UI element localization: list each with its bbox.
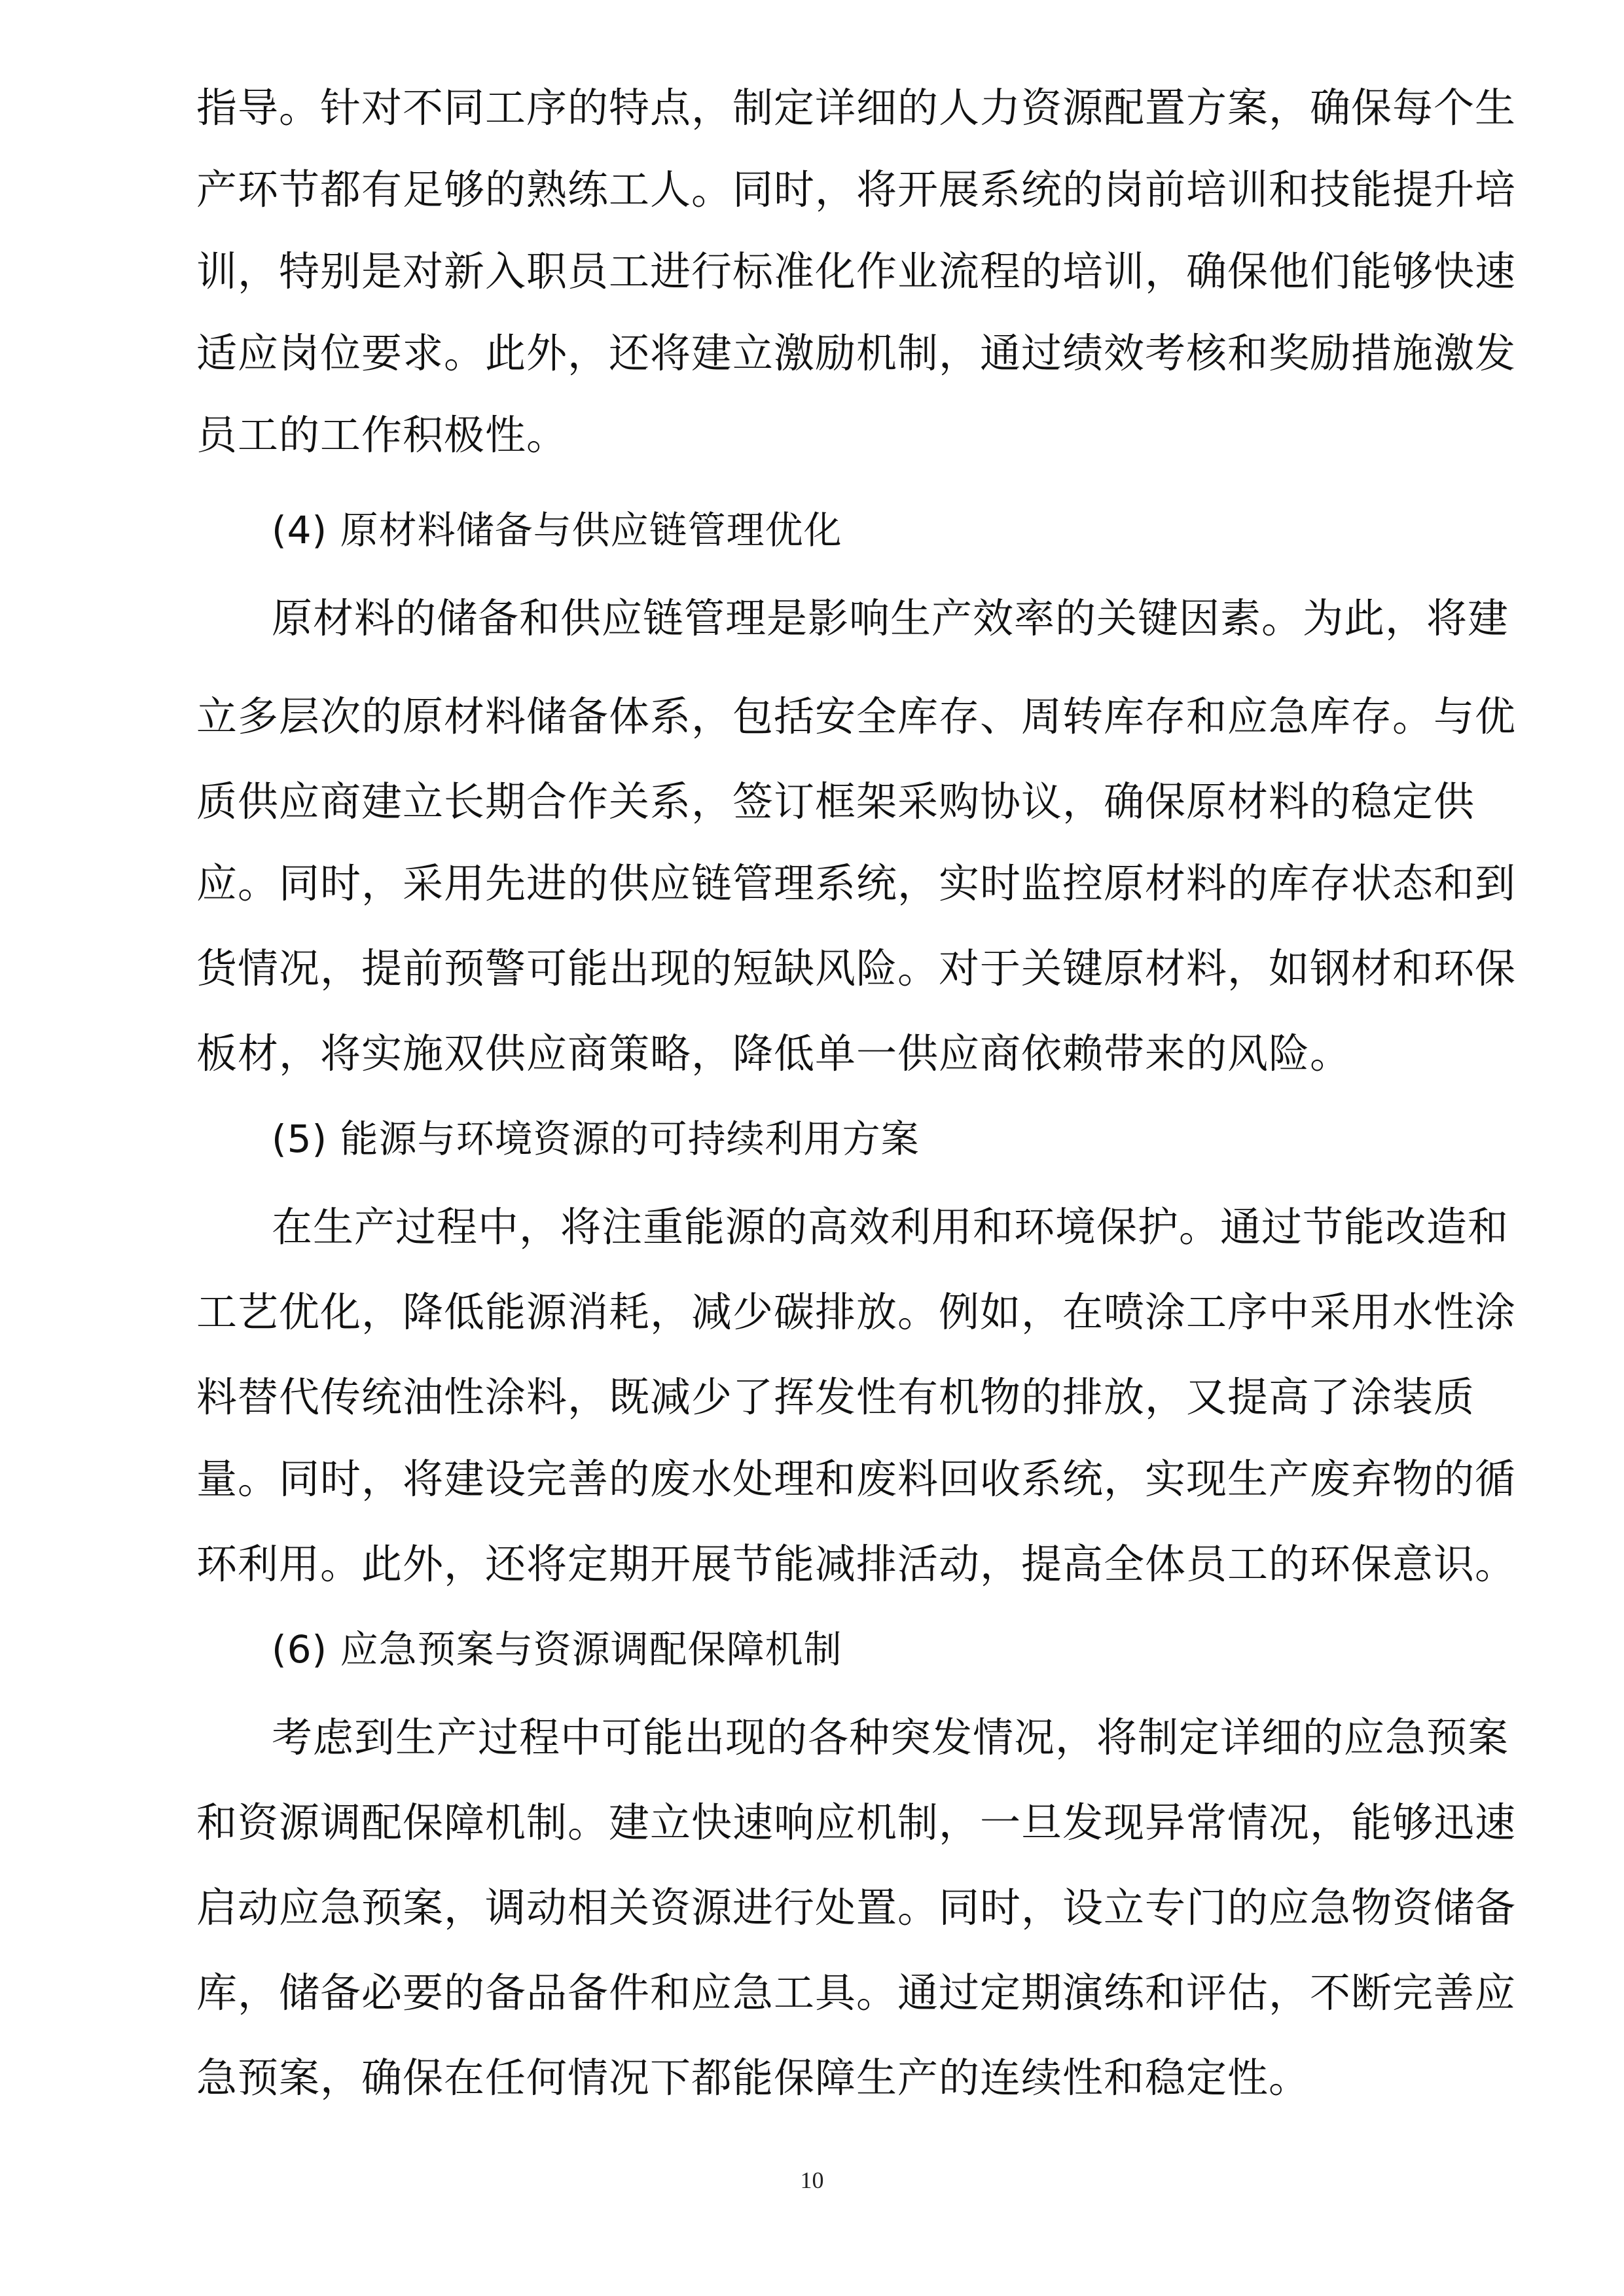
- paragraph-line: 和资源调配保障机制。建立快速响应机制，一旦发现异常情况，能够迅速: [196, 1799, 1517, 1846]
- paragraph-line: 库，储备必要的备品备件和应急工具。通过定期演练和评估，不断完善应: [196, 1969, 1517, 2017]
- paragraph-line: 急预案，确保在任何情况下都能保障生产的连续性和稳定性。: [196, 2054, 1310, 2102]
- paragraph-line: 原材料的储备和供应链管理是影响生产效率的关键因素。为此，将建: [272, 594, 1509, 642]
- paragraph-line: 启动应急预案，调动相关资源进行处置。同时，设立专门的应急物资储备: [196, 1884, 1517, 1931]
- section-heading: (5) 能源与环境资源的可持续利用方案: [272, 1117, 920, 1161]
- paragraph-line: 料替代传统油性涂料，既减少了挥发性有机物的排放，又提高了涂装质: [196, 1373, 1475, 1421]
- paragraph-line: 工艺优化，降低能源消耗，减少碳排放。例如，在喷涂工序中采用水性涂: [196, 1288, 1517, 1336]
- page-number: 10: [800, 2167, 824, 2193]
- paragraph-line: 适应岗位要求。此外，还将建立激励机制，通过绩效考核和奖励措施激发: [196, 329, 1517, 377]
- paragraph-line: 产环节都有足够的熟练工人。同时，将开展系统的岗前培训和技能提升培: [196, 166, 1517, 213]
- paragraph-line: 指导。针对不同工序的特点，制定详细的人力资源配置方案，确保每个生: [196, 84, 1517, 132]
- paragraph-line: 应。同时，采用先进的供应链管理系统，实时监控原材料的库存状态和到: [196, 859, 1517, 907]
- section-heading: (4) 原材料储备与供应链管理优化: [272, 508, 842, 552]
- paragraph-line: 员工的工作积极性。: [196, 411, 568, 459]
- paragraph-line: 在生产过程中，将注重能源的高效利用和环境保护。通过节能改造和: [272, 1203, 1509, 1251]
- paragraph-line: 货情况，提前预警可能出现的短缺风险。对于关键原材料，如钢材和环保: [196, 944, 1517, 992]
- paragraph-line: 训，特别是对新入职员工进行标准化作业流程的培训，确保他们能够快速: [196, 247, 1517, 295]
- section-heading: (6) 应急预案与资源调配保障机制: [272, 1627, 842, 1672]
- paragraph-line: 考虑到生产过程中可能出现的各种突发情况，将制定详细的应急预案: [272, 1713, 1509, 1761]
- paragraph-line: 板材，将实施双供应商策略，降低单一供应商依赖带来的风险。: [196, 1030, 1352, 1077]
- paragraph-line: 量。同时，将建设完善的废水处理和废料回收系统，实现生产废弃物的循: [196, 1455, 1517, 1503]
- paragraph-line: 立多层次的原材料储备体系，包括安全库存、周转库存和应急库存。与优: [196, 692, 1517, 740]
- paragraph-line: 质供应商建立长期合作关系，签订框架采购协议，确保原材料的稳定供: [196, 778, 1475, 825]
- paragraph-line: 环利用。此外，还将定期开展节能减排活动，提高全体员工的环保意识。: [196, 1540, 1517, 1588]
